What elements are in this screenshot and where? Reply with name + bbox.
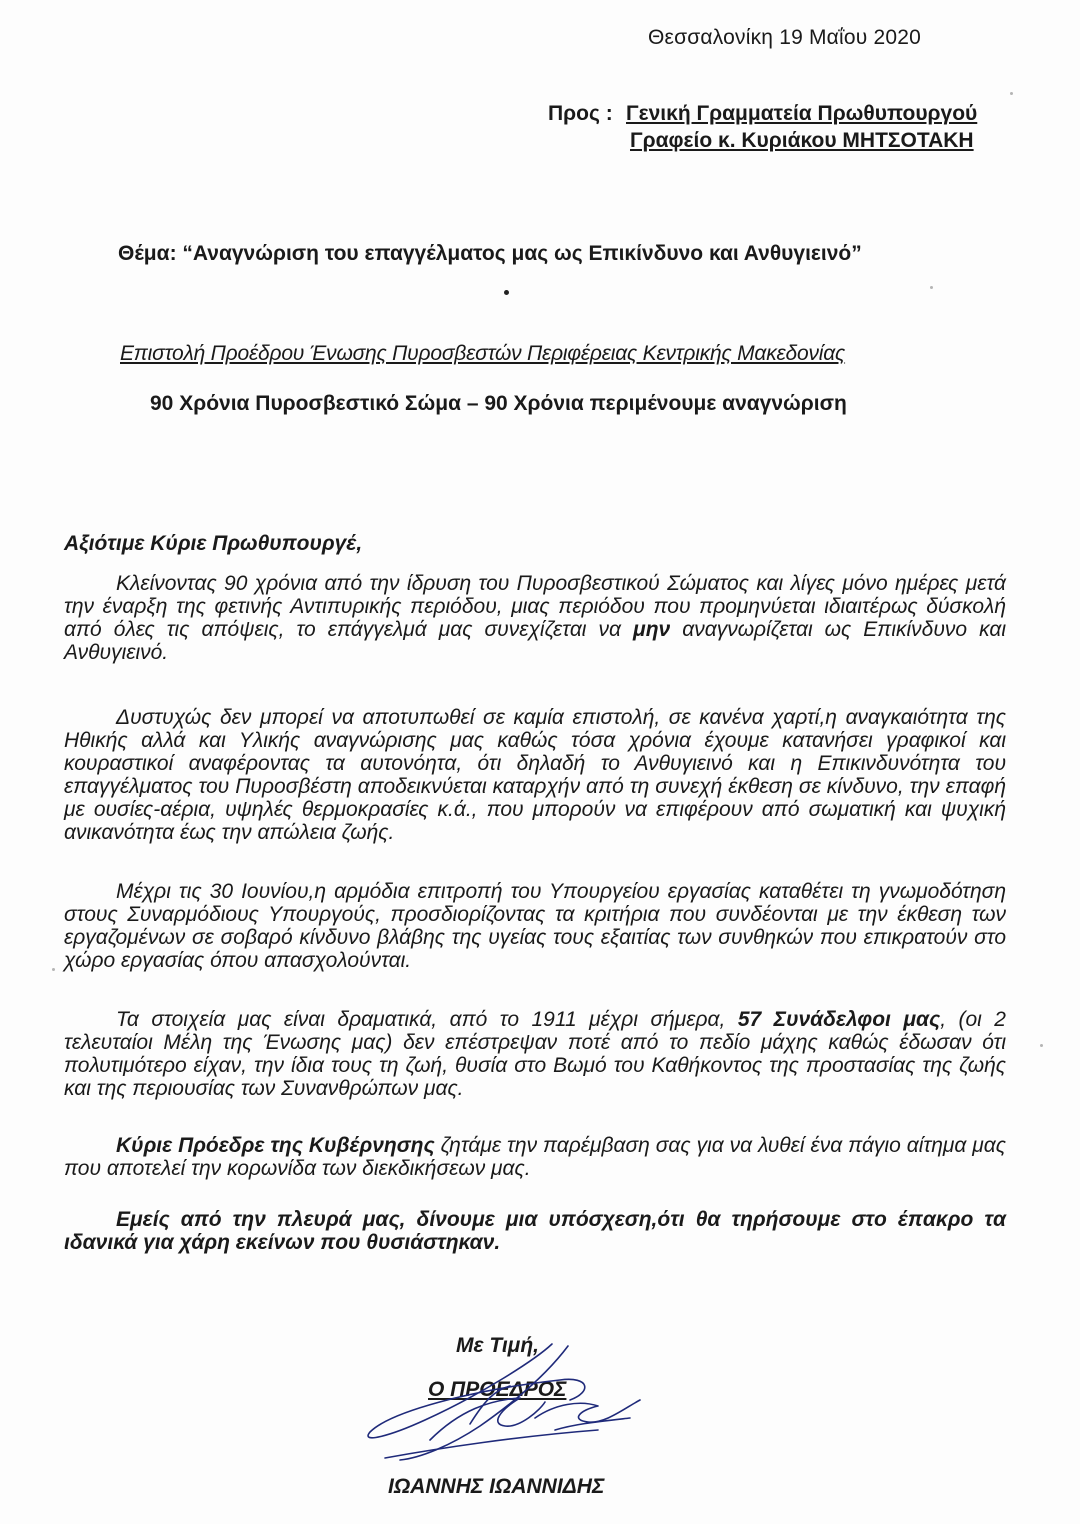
scan-speck	[930, 286, 933, 289]
salutation: Αξιότιμε Κύριε Πρωθυπουργέ,	[64, 532, 363, 555]
recipient-line-1: Γενική Γραμματεία Πρωθυπουργού	[626, 102, 978, 125]
handwritten-signature	[330, 1340, 660, 1470]
signer-title: Ο ΠΡΟΕΔΡΟΣ	[428, 1378, 567, 1401]
signer-name: ΙΩΑΝΝΗΣ ΙΩΑΝΝΙΔΗΣ	[388, 1475, 605, 1498]
scan-speck	[1010, 92, 1013, 95]
scan-dot	[504, 290, 509, 295]
body-paragraph-6: Εμείς από την πλευρά μας, δίνουμε μια υπόσχεση,ότι θα τηρήσουμε στο έπακρο τα ιδανικά για χάρη εκείνων που θυσιάστηκαν.	[64, 1208, 1006, 1254]
body-paragraph-3: Μέχρι τις 30 Ιουνίου,η αρμόδια επιτροπή του Υπουργείου εργασίας καταθέτει τη γνωμοδότηση στους Συναρμόδιους Υπουργούς, προσδιορίζοντας τα κριτήρια που συνδέονται με την έκθεση των εργαζομένων σε σοβαρό κίνδυνο βλάβης της υγείας τους εξαιτίας των συνθηκών που επικρατούν στο χώρο εργασίας όπου απασχολούνται.	[64, 880, 1006, 972]
body-paragraph-1: Κλείνοντας 90 χρόνια από την ίδρυση του Πυροσβεστικού Σώματος και λίγες μόνο ημέρες μετά την έναρξη της φετινής Αντιπυρικής περιόδου, μιας περιόδου που προμηνύεται ιδιαιτέρως δύσκολή από όλες τις απόψεις, το επάγγελμά μας συνεχίζεται να μην αναγνωρίζεται ως Επικίνδυνο και Ανθυγιεινό.	[64, 572, 1006, 664]
letter-subject: Θέμα: “Αναγνώριση του επαγγέλματος μας ως Επικίνδυνο και Ανθυγιεινό”	[118, 242, 862, 265]
letter-date: Θεσσαλονίκη 19 Μαΐου 2020	[648, 26, 922, 49]
closing-regards: Με Τιμή,	[456, 1334, 539, 1357]
letter-from-heading: Επιστολή Προέδρου Ένωσης Πυροσβεστών Περιφέρειας Κεντρικής Μακεδονίας	[120, 342, 846, 365]
body-paragraph-4: Τα στοιχεία μας είναι δραματικά, από το 1911 μέχρι σήμερα, 57 Συνάδελφοι μας, (οι 2 τελευταίοι Μέλη της Ένωσης μας) δεν επέστρεψαν ποτέ από το πεδίο μάχης καθώς έδωσαν ότι πολυτιμότερο είχαν, την ίδια τους τη ζωή, θυσία στο Βωμό του Καθήκοντος της προστασίας της ζωής και της περιουσίας των Συνανθρώπων μας.	[64, 1008, 1006, 1100]
recipient-line-2: Γραφείο κ. Κυριάκου ΜΗΤΣΟΤΑΚΗ	[630, 129, 974, 152]
scan-speck	[1040, 1044, 1043, 1047]
anniversary-heading: 90 Χρόνια Πυροσβεστικό Σώμα – 90 Χρόνια περιμένουμε αναγνώριση	[150, 392, 847, 415]
body-paragraph-2: Δυστυχώς δεν μπορεί να αποτυπωθεί σε καμία επιστολή, σε κανένα χαρτί,η αναγκαιότητα της Ηθικής αλλά και Υλικής αναγνώρισης μας καθώς τόσα χρόνια έχουμε κατανήσει γραφικοί και κουραστικοί αναφέροντας τα αυτονόητα, ότι δηλαδή το Ανθυγιεινό και η Επικινδυνότητα του επαγγέλματος του Πυροσβέστη αποδεικνύεται καταρχήν από τη συνεχή έκθεση σε κίνδυνο, την επαφή με ουσίες-αέρια, υψηλές θερμοκρασίες κ.ά., που μπορούν να επιφέρουν από σωματική και ψυχική ανικανότητα έως την απώλεια ζωής.	[64, 706, 1006, 844]
scan-speck	[52, 968, 55, 971]
body-paragraph-5: Κύριε Πρόεδρε της Κυβέρνησης ζητάμε την παρέμβαση σας για να λυθεί ένα πάγιο αίτημα μας που αποτελεί την κορωνίδα των διεκδικήσεων μας.	[64, 1134, 1006, 1180]
recipient-label: Προς :	[548, 102, 613, 125]
